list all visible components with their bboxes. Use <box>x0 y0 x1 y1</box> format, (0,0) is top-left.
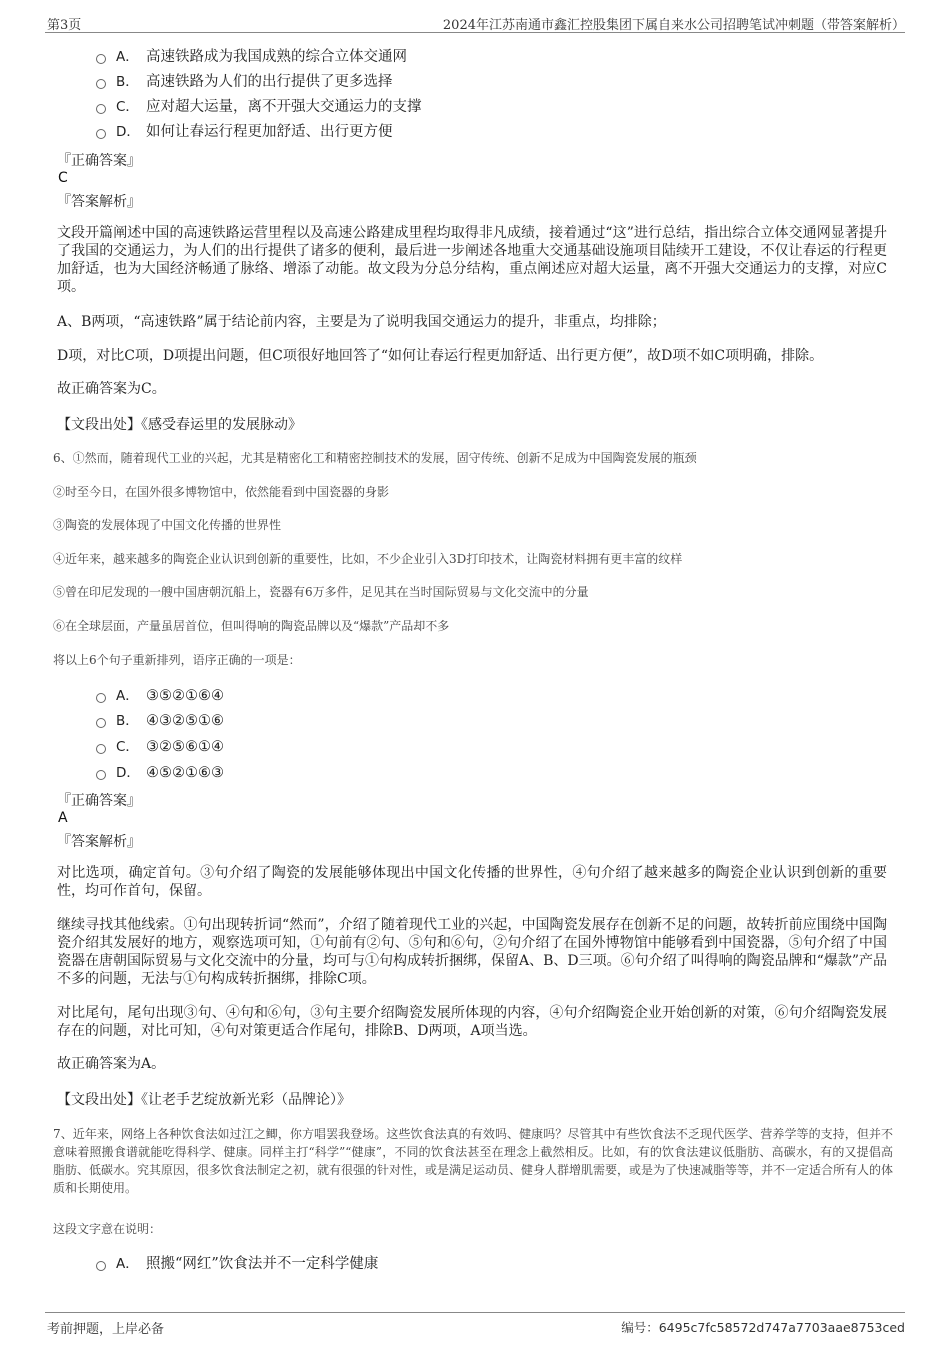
document-code: 编号：6495c7fc58572d747a7703aae8753ced <box>621 1320 905 1335</box>
q5-option-b[interactable]: B． 高速铁路为人们的出行提供了更多选择 <box>96 71 393 93</box>
q5-option-a[interactable]: A． 高速铁路成为我国成熟的综合立体交通网 <box>96 46 407 68</box>
q6-analysis-p2: 继续寻找其他线索。①句出现转折词“然而”，介绍了随着现代工业的兴起，中国陶瓷发展存在创新不足的问题，故转折前应围绕中国陶瓷介绍其发展好的地方，观察选项可知，①句前有②句、⑤句和⑥句，②句介绍了在国外博物馆中能够看到中国瓷器，⑤句介绍了中国瓷器在唐朝国际贸易与文化交流中的分量，均可与①句构成转折捆绑，保留A、B、D三项。⑥句介绍了叫得响的陶瓷品牌和“爆款”产品不多的问题，无法与①句构成转折捆绑，排除C项。 <box>57 917 887 987</box>
radio-icon[interactable] <box>96 104 106 114</box>
q5-option-c[interactable]: C． 应对超大运量，离不开强大交通运力的支撑 <box>96 96 422 118</box>
q6-stem-1: 6、①然而，随着现代工业的兴起，尤其是精密化工和精密控制技术的发展，固守传统、创新不足成为中国陶瓷发展的瓶颈 <box>53 451 697 465</box>
q5-analysis-label: 『答案解析』 <box>57 194 141 210</box>
q6-answer-label: 『正确答案』 <box>57 793 141 809</box>
page-footer <box>45 1312 905 1339</box>
page-number: 第3页 <box>47 18 82 33</box>
page-header <box>45 12 905 33</box>
q6-stem-4: ④近年来，越来越多的陶瓷企业认识到创新的重要性，比如，不少企业引入3D打印技术，让陶瓷材料拥有更丰富的纹样 <box>53 552 683 566</box>
radio-icon[interactable] <box>96 79 106 89</box>
radio-icon[interactable] <box>96 744 106 754</box>
radio-icon[interactable] <box>96 770 106 780</box>
radio-icon[interactable] <box>96 1261 106 1271</box>
q7-stem: 7、近年来，网络上各种饮食法如过江之鲫，你方唱罢我登场。这些饮食法真的有效吗、健康吗？尽管其中有些饮食法不乏现代医学、营养学等的支持，但并不意味着照搬食谱就能吃得科学、健康。同样主打“科学”“健康”，不同的饮食法甚至在理念上截然相反。比如，有的饮食法建议低脂肪、高碳水，有的又提倡高脂肪、低碳水。究其原因，很多饮食法制定之初，就有很强的针对性，或是满足运动员、健身人群增肌需要，或是为了快速减脂等等，并不一定适合所有人的体质和长期使用。 <box>53 1127 894 1195</box>
q6-answer: A <box>58 810 68 826</box>
document-title: 2024年江苏南通市鑫汇控股集团下属自来水公司招聘笔试冲刺题（带答案解析） <box>442 18 905 33</box>
q6-option-a[interactable]: A． ③⑤②①⑥④ <box>96 685 224 707</box>
q5-answer: C <box>58 170 68 186</box>
radio-icon[interactable] <box>96 129 106 139</box>
q6-source: 【文段出处】《让老手艺绽放新光彩（品牌论）》 <box>57 1092 351 1108</box>
q5-answer-label: 『正确答案』 <box>57 153 141 169</box>
q6-analysis-p1: 对比选项，确定首句。③句介绍了陶瓷的发展能够体现出中国文化传播的世界性，④句介绍了越来越多的陶瓷企业认识到创新的重要性，均可作首句，保留。 <box>57 865 887 899</box>
q6-analysis-p3: 对比尾句，尾句出现③句、④句和⑥句，③句主要介绍陶瓷发展所体现的内容，④句介绍陶瓷企业开始创新的对策，⑥句介绍陶瓷发展存在的问题，对比可知，④句对策更适合作尾句，排除B、D两项，A项当选。 <box>57 1005 887 1039</box>
q5-analysis-p1: 文段开篇阐述中国的高速铁路运营里程以及高速公路建成里程均取得非凡成绩，接着通过“这”进行总结，指出综合立体交通网显著提升了我国的交通运力，为人们的出行提供了诸多的便利，最后进一步阐述各地重大交通基础设施项目陆续开工建设，不仅让春运的行程更加舒适，也为大国经济畅通了脉络、增添了动能。故文段为分总分结构，重点阐述应对超大运量，离不开强大交通运力的支撑，对应C项。 <box>57 225 887 295</box>
q5-option-d[interactable]: D． 如何让春运行程更加舒适、出行更方便 <box>96 121 393 143</box>
q6-stem-3: ③陶瓷的发展体现了中国文化传播的世界性 <box>53 518 282 532</box>
q6-analysis-p4: 故正确答案为A。 <box>57 1056 166 1072</box>
footer-slogan: 考前押题，上岸必备 <box>47 1322 165 1337</box>
radio-icon[interactable] <box>96 54 106 64</box>
radio-icon[interactable] <box>96 693 106 703</box>
q7-prompt: 这段文字意在说明： <box>53 1222 162 1236</box>
q5-analysis-p2: A、B两项，“高速铁路”属于结论前内容，主要是为了说明我国交通运力的提升，非重点，均排除； <box>57 314 666 330</box>
radio-icon[interactable] <box>96 718 106 728</box>
q6-stem-5: ⑤曾在印尼发现的一艘中国唐朝沉船上，瓷器有6万多件，足见其在当时国际贸易与文化交流中的分量 <box>53 585 589 599</box>
q6-option-d[interactable]: D． ④⑤②①⑥③ <box>96 762 224 784</box>
q6-analysis-label: 『答案解析』 <box>57 834 141 850</box>
q6-option-c[interactable]: C． ③②⑤⑥①④ <box>96 736 224 758</box>
q5-analysis-p3: D项，对比C项，D项提出问题，但C项很好地回答了“如何让春运行程更加舒适、出行更方便”，故D项不如C项明确，排除。 <box>57 348 824 364</box>
q6-prompt: 将以上6个句子重新排列，语序正确的一项是： <box>53 653 301 667</box>
q7-option-a[interactable]: A． 照搬“网红”饮食法并不一定科学健康 <box>96 1253 378 1275</box>
q6-stem-6: ⑥在全球层面，产量虽居首位，但叫得响的陶瓷品牌以及“爆款”产品却不多 <box>53 619 450 633</box>
q6-option-b[interactable]: B． ④③②⑤①⑥ <box>96 710 224 732</box>
q5-source: 【文段出处】《感受春运里的发展脉动》 <box>57 417 302 433</box>
q5-analysis-p4: 故正确答案为C。 <box>57 381 166 397</box>
q6-stem-2: ②时至今日，在国外很多博物馆中，依然能看到中国瓷器的身影 <box>53 485 390 499</box>
